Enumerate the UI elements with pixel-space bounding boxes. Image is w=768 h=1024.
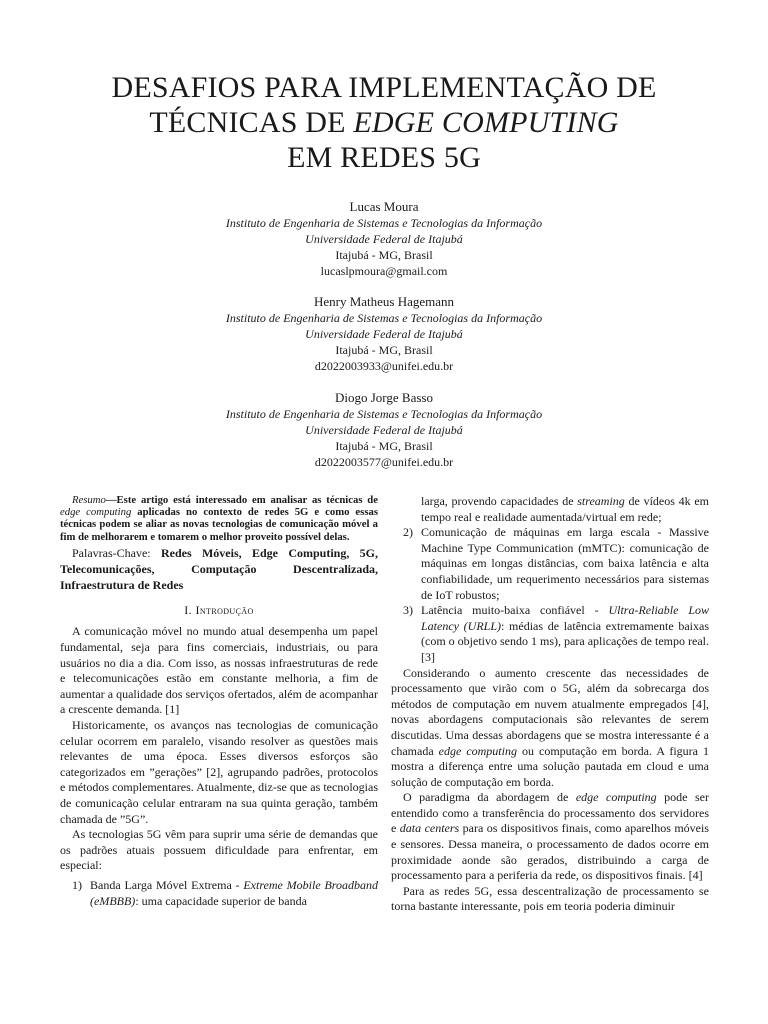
paragraph-text-b: pode ser entendido como a transferência do processamento dos servidores e xyxy=(391,790,709,836)
title-line-3: EM REDES 5G xyxy=(287,141,481,174)
list-item-emphasis: Extreme Mobile Broadband (eMBBB) xyxy=(90,877,379,908)
list-item-text-b: : médias de latência extremamente baixas (com o objetivo sendo 1 ms), para aplicações de tempo real. [3] xyxy=(421,618,710,664)
list-item-emphasis: Ultra-Reliable Low Latency (URLL) xyxy=(421,603,709,633)
paragraph-text-a: Para as redes 5G, essa descentralização de processamento se torna bastante interessante, pois em teoria poderia diminuir xyxy=(391,883,709,914)
author-name: Henry Matheus Hagemann xyxy=(313,294,455,309)
author-email: lucaslpmoura@gmail.com xyxy=(320,264,448,278)
author-institute: Instituto de Engenharia de Sistemas e Tecnologias da Informação xyxy=(225,407,543,421)
paragraph xyxy=(391,884,709,915)
paragraph: Historicamente, os avanços nas tecnologias de comunicação celular ocorrem em paralelo, visando resolver as questões mais relevantes de uma época. Esses diversos esforços são categorizados em ”gerações” [2], agrupando padrões, protocolos e métodos complementares. Atualmente, diz-se que as tecnologias de comunicação celular entraram na sua quinta geração, também chamada de ”5G”. xyxy=(60,717,378,826)
list-item-number: 2) xyxy=(403,525,413,540)
list-item-text-a: Latência muito-baixa confiável - xyxy=(421,603,609,618)
author-university: Universidade Federal de Itajubá xyxy=(305,423,463,437)
demands-list-continued xyxy=(391,525,709,665)
paragraph xyxy=(391,790,709,884)
paragraph: A comunicação móvel no mundo atual desempenha um papel fundamental, seja para fins comerciais, industriais, ou para usuários no dia a dia. Com isso, as nossas infraestruturas de rede e telecomunicações estão em constante melhoria, a fim de aumentar a qualidade dos serviços ofertados, além de acompanhar a crescente demanda. [1] xyxy=(60,624,378,717)
paragraph-emphasis: edge computing xyxy=(438,743,517,758)
section-number: I. xyxy=(184,602,193,617)
paper-title xyxy=(0,70,768,175)
paragraph-text-a: Considerando o aumento crescente das necessidades de processamento que virão com o 5G, além da sobrecarga dos métodos de computação em nuvem atualmente empregados [4], novas abordagens computacionais são relevantes de serem discutidas. Uma dessas abordagens que se mostra interessante é a chamada xyxy=(391,665,709,758)
list-item-number: 3) xyxy=(403,603,413,618)
abstract-label: Resumo xyxy=(72,494,106,506)
abstract xyxy=(60,494,378,543)
title-line-2-prefix: TÉCNICAS DE xyxy=(149,106,354,139)
section-heading-introduction xyxy=(60,603,378,619)
list-item xyxy=(391,603,709,665)
paragraph-emphasis-2: data centers xyxy=(399,821,460,836)
title-line-2-emphasis: EDGE COMPUTING xyxy=(353,106,619,139)
paragraph: As tecnologias 5G vêm para suprir uma série de demandas que os padrões atuais possuem dificuldade para enfrentar, em especial: xyxy=(60,827,378,873)
keywords-text: Redes Móveis, Edge Computing, 5G, Telecomunicações, Computação Descentralizada, Infraestrutura de Redes xyxy=(60,545,379,592)
title-line-2 xyxy=(0,105,768,140)
list-item-text-b: : uma capacidade superior de banda xyxy=(135,893,307,908)
right-column xyxy=(391,494,709,915)
author-email: d2022003577@unifei.edu.br xyxy=(314,455,454,469)
author-institute: Instituto de Engenharia de Sistemas e Tecnologias da Informação xyxy=(225,216,543,230)
continuation-emphasis: streaming xyxy=(577,494,625,508)
author-email: d2022003933@unifei.edu.br xyxy=(314,359,454,373)
author-block-3 xyxy=(0,389,768,470)
continuation-text-b: de vídeos 4k em tempo real e realidade aumentada/virtual em rede; xyxy=(421,494,709,524)
section-title: Introdução xyxy=(195,602,254,617)
abstract-dash: — xyxy=(105,494,117,506)
paragraph-text-c: para os dispositivos finais, como aparelhos móveis e sensores. Dessa maneira, o processamento de dados ocorre em proximidade aonde são gerados, distribuindo a carga de processamento para a periferia da rede, os dispositivos finais. [4] xyxy=(391,821,709,883)
keywords xyxy=(60,545,378,593)
author-block-1 xyxy=(0,198,768,279)
paragraph-text-b: ou computação em borda. A figura 1 mostra a diferença entre uma solução pautada em cloud e uma solução de computação em borda. xyxy=(391,743,710,789)
list-item xyxy=(391,525,709,603)
author-block-2 xyxy=(0,293,768,374)
paragraph-emphasis: edge computing xyxy=(575,790,657,805)
paragraph-text-a: O paradigma da abordagem de xyxy=(403,790,576,805)
paragraph xyxy=(391,666,709,791)
author-name: Diogo Jorge Basso xyxy=(335,390,433,405)
list-item-text-a: Banda Larga Móvel Extrema - xyxy=(90,877,244,892)
author-name: Lucas Moura xyxy=(349,199,419,214)
abstract-text-b: aplicadas no contexto de redes 5G e como essas técnicas podem se aliar as novas tecnologias de comunicação móvel a fim de melhorarem e tomarem o melhor proveito possível delas. xyxy=(60,506,378,543)
list-item xyxy=(60,878,378,909)
demands-list xyxy=(60,878,378,909)
author-location: Itajubá - MG, Brasil xyxy=(335,343,433,357)
left-column xyxy=(60,494,378,909)
list-item-continuation xyxy=(391,494,709,525)
abstract-text-a: Este artigo está interessado em analisar as técnicas de xyxy=(116,494,378,506)
continuation-text-a: larga, provendo capacidades de xyxy=(421,494,578,508)
list-item-number: 1) xyxy=(72,877,82,892)
keywords-label: Palavras-Chave: xyxy=(72,545,151,560)
author-location: Itajubá - MG, Brasil xyxy=(335,248,433,262)
abstract-emphasis: edge computing xyxy=(60,506,132,519)
author-university: Universidade Federal de Itajubá xyxy=(305,232,463,246)
author-institute: Instituto de Engenharia de Sistemas e Tecnologias da Informação xyxy=(225,311,543,325)
title-line-1: DESAFIOS PARA IMPLEMENTAÇÃO DE xyxy=(111,71,657,104)
author-university: Universidade Federal de Itajubá xyxy=(305,327,463,341)
list-item-text-a: Comunicação de máquinas em larga escala - Massive Machine Type Communication (mMTC): comunicação de máquinas em longas distâncias, com baixa latência e alta confiabilidade, um requerimento necessários para sistemas de IoT robustos; xyxy=(421,525,709,602)
author-location: Itajubá - MG, Brasil xyxy=(335,439,433,453)
